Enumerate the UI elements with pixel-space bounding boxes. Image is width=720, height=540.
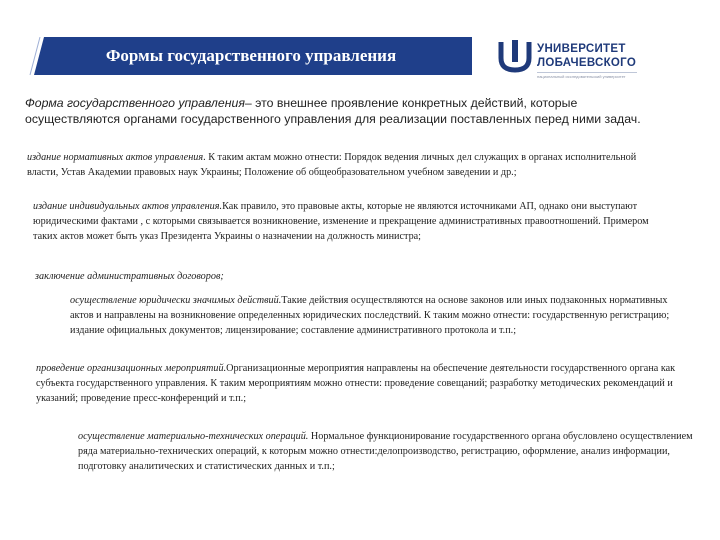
- page-title: Формы государственного управления: [105, 46, 397, 65]
- logo-tagline: национальный исследовательский университет: [537, 74, 626, 79]
- university-logo: [497, 38, 647, 78]
- form-item-text: Такие действия осуществляются на основе законов или иных подзаконных нормативных актов и направлены на возникновение определенных юридических последствий. К таким можно отнести: государственную регистрацию; издание официальных документов; лицензирование; составление административного протокола и т.п.;: [70, 295, 670, 336]
- form-item-legal-actions: [70, 294, 680, 338]
- form-item-text: Нормальное функционирование государственного органа обусловлено осуществлением ряда материально-технических операций, к которым можно отнести:делопроизводство, регистрацию, оформление, анализ информации, подготовку аналитических и статистических данных и т.п.;: [78, 431, 693, 472]
- form-item-title: издание индивидуальных актов управления.: [33, 201, 223, 212]
- logo-text-line2: ЛОБАЧЕВСКОГО: [537, 57, 637, 69]
- form-item-organizational-events: [36, 362, 676, 406]
- form-item-text: . К таким актам можно отнести: Порядок ведения личных дел служащих в органах исполнительной власти, Устав Академии правовых наук Украины; Положение об общеобразовательном учебном заведении и др.;: [27, 152, 637, 178]
- form-item-title: проведение организационных мероприятий.: [36, 363, 227, 374]
- form-item-title: заключение административных договоров;: [35, 271, 224, 282]
- university-emblem-icon: [497, 38, 533, 74]
- form-item-title: осуществление материально-технических операций.: [78, 431, 309, 442]
- title-banner: [0, 37, 472, 75]
- logo-text-line1: УНИВЕРСИТЕТ: [537, 43, 626, 55]
- form-item-normative-acts: [27, 151, 652, 181]
- form-item-text: Организационные мероприятия направлены на обеспечение деятельности государственного органа как субъекта государственного управления. К таким мероприятиям можно отнести: проведение совещаний; разработку методических рекомендаций и указаний; проведение пресс-конференций и т.п.;: [36, 363, 676, 404]
- definition-paragraph: [25, 95, 660, 127]
- definition-text: – это внешнее проявление конкретных действий, которые осуществляются органами государственного управления для реализации поставленных перед ними задач.: [25, 96, 641, 126]
- form-item-text: Как правило, это правовые акты, которые не являются источниками АП, однако они выступают юридическими фактами , с которыми связывается возникновение, изменение и прекращение административных правоотношений. Примером таких актов может быть указ Президента Украины о назначении на должность министра;: [33, 201, 649, 242]
- logo-divider: [537, 72, 637, 73]
- form-item-individual-acts: [33, 200, 663, 244]
- form-item-title: осуществление юридически значимых действий.: [70, 295, 282, 306]
- form-item-admin-contracts: [35, 270, 635, 285]
- form-item-title: издание нормативных актов управления: [27, 152, 204, 163]
- definition-term: Форма государственного управления: [25, 96, 245, 110]
- form-item-technical-operations: [78, 430, 693, 474]
